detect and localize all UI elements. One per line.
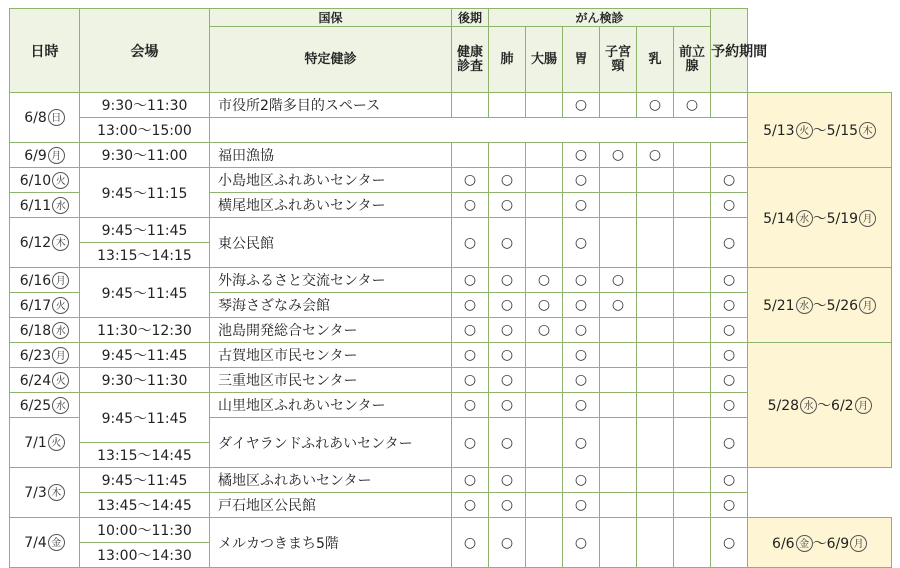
venue-cell: 市役所2階多目的スペース <box>210 93 452 118</box>
exam-mark: ○ <box>489 368 526 393</box>
weekday-badge: 水 <box>52 397 69 414</box>
exam-mark <box>674 318 711 343</box>
exam-mark <box>674 143 711 168</box>
date-cell <box>10 468 80 518</box>
weekday-badge: 月 <box>855 397 872 414</box>
exam-mark <box>526 393 563 418</box>
exam-mark <box>600 318 637 343</box>
exam-mark <box>452 93 489 118</box>
exam-mark <box>637 168 674 193</box>
date-cell <box>10 343 80 368</box>
date-cell <box>10 193 80 218</box>
exam-mark <box>637 218 674 268</box>
time-cell: 9:45～11:15 <box>80 168 210 218</box>
exam-mark: ○ <box>563 418 600 468</box>
weekday-badge: 水 <box>796 210 813 227</box>
exam-mark <box>600 418 637 468</box>
exam-mark <box>600 368 637 393</box>
exam-mark <box>452 143 489 168</box>
exam-mark <box>600 93 637 118</box>
exam-mark <box>526 93 563 118</box>
exam-mark <box>674 218 711 268</box>
header-reservation: 予約期間 <box>711 9 748 93</box>
date-cell <box>10 218 80 268</box>
time-cell: 13:00～14:30 <box>80 543 210 568</box>
reservation-period-cell <box>748 93 892 168</box>
exam-mark: ○ <box>637 143 674 168</box>
header-shikyu: 子宮頸 <box>600 27 637 93</box>
table-row <box>10 518 892 543</box>
exam-mark: ○ <box>711 193 748 218</box>
exam-mark: ○ <box>711 493 748 518</box>
weekday-badge: 木 <box>52 234 69 251</box>
exam-mark <box>674 343 711 368</box>
date-text: 7/1 <box>24 435 47 451</box>
exam-mark: ○ <box>563 393 600 418</box>
exam-mark <box>637 493 674 518</box>
date-text: 6/23 <box>19 347 52 364</box>
exam-mark: ○ <box>600 293 637 318</box>
reservation-end: ～5/19 <box>812 210 859 227</box>
exam-mark: ○ <box>563 468 600 493</box>
time-cell: 11:30～12:30 <box>80 318 210 343</box>
exam-mark: ○ <box>563 318 600 343</box>
weekday-badge: 月 <box>48 147 65 164</box>
exam-mark: ○ <box>489 193 526 218</box>
time-cell: 9:45～11:45 <box>80 393 210 443</box>
exam-mark <box>674 368 711 393</box>
date-text: 6/25 <box>19 397 52 414</box>
weekday-badge: 月 <box>859 297 876 314</box>
weekday-badge: 火 <box>52 172 69 189</box>
reservation-period-cell <box>748 268 892 343</box>
exam-mark <box>526 193 563 218</box>
venue-cell: 山里地区ふれあいセンター <box>210 393 452 418</box>
exam-mark <box>674 393 711 418</box>
exam-mark: ○ <box>637 93 674 118</box>
date-text: 6/18 <box>19 322 52 339</box>
exam-mark: ○ <box>452 218 489 268</box>
exam-mark: ○ <box>452 468 489 493</box>
exam-mark <box>526 418 563 468</box>
exam-mark <box>674 518 711 568</box>
time-cell: 9:45～11:45 <box>80 218 210 243</box>
date-text: 6/10 <box>19 172 52 189</box>
exam-mark: ○ <box>563 268 600 293</box>
exam-mark <box>674 493 711 518</box>
exam-mark: ○ <box>674 93 711 118</box>
exam-mark <box>526 143 563 168</box>
weekday-badge: 水 <box>796 297 813 314</box>
header-nyuu: 乳 <box>637 27 674 93</box>
exam-mark <box>600 218 637 268</box>
exam-mark <box>600 168 637 193</box>
exam-mark: ○ <box>526 318 563 343</box>
time-cell: 13:00～15:00 <box>80 118 210 143</box>
date-cell <box>10 518 80 568</box>
exam-mark: ○ <box>563 93 600 118</box>
exam-mark <box>526 368 563 393</box>
date-cell <box>10 418 80 468</box>
exam-mark: ○ <box>563 368 600 393</box>
exam-mark <box>637 368 674 393</box>
date-cell <box>10 268 80 293</box>
date-cell <box>10 393 80 418</box>
exam-mark: ○ <box>711 343 748 368</box>
reservation-start: 6/6 <box>772 535 795 552</box>
header-group-kokuho: 国保 <box>210 9 452 27</box>
header-hai: 肺 <box>489 27 526 93</box>
date-cell <box>10 168 80 193</box>
venue-cell: 三重地区市民センター <box>210 368 452 393</box>
header-group-cancer: がん検診 <box>489 9 711 27</box>
exam-mark: ○ <box>452 518 489 568</box>
exam-mark: ○ <box>489 518 526 568</box>
exam-mark: ○ <box>452 393 489 418</box>
weekday-badge: 金 <box>48 534 65 551</box>
exam-mark: ○ <box>489 343 526 368</box>
exam-mark <box>489 93 526 118</box>
time-cell: 9:30～11:30 <box>80 93 210 118</box>
weekday-badge: 月 <box>52 347 69 364</box>
reservation-end: ～6/2 <box>817 398 854 414</box>
exam-mark <box>637 293 674 318</box>
exam-mark: ○ <box>711 468 748 493</box>
date-cell <box>10 368 80 393</box>
reservation-period-cell <box>748 343 892 468</box>
exam-mark <box>674 468 711 493</box>
time-cell: 13:45～14:45 <box>80 493 210 518</box>
weekday-badge: 火 <box>48 434 65 451</box>
reservation-start: 5/14 <box>763 210 795 227</box>
exam-mark <box>674 418 711 468</box>
table-row <box>10 468 892 493</box>
exam-mark <box>526 518 563 568</box>
exam-mark <box>711 143 748 168</box>
date-text: 6/9 <box>24 147 47 164</box>
exam-mark: ○ <box>452 168 489 193</box>
date-text: 7/4 <box>24 535 47 551</box>
exam-mark <box>526 493 563 518</box>
venue-cell: 古賀地区市民センター <box>210 343 452 368</box>
exam-mark: ○ <box>452 368 489 393</box>
exam-mark: ○ <box>452 193 489 218</box>
table-row <box>10 268 892 293</box>
time-cell: 9:30～11:30 <box>80 368 210 393</box>
date-cell <box>10 293 80 318</box>
time-cell: 13:15～14:45 <box>80 443 210 468</box>
date-text: 6/11 <box>19 197 52 214</box>
exam-mark: ○ <box>526 293 563 318</box>
date-text: 6/24 <box>19 372 52 389</box>
date-cell <box>10 318 80 343</box>
time-cell: 10:00～11:30 <box>80 518 210 543</box>
header-zenritsusen: 前立腺 <box>674 27 711 93</box>
exam-mark <box>711 93 748 118</box>
exam-mark <box>526 468 563 493</box>
weekday-badge: 火 <box>796 122 813 139</box>
exam-mark: ○ <box>563 343 600 368</box>
exam-mark: ○ <box>563 293 600 318</box>
venue-cell: 橘地区ふれあいセンター <box>210 468 452 493</box>
date-cell <box>10 143 80 168</box>
header-i: 胃 <box>563 27 600 93</box>
exam-mark <box>637 393 674 418</box>
weekday-badge: 水 <box>52 197 69 214</box>
exam-mark: ○ <box>711 218 748 268</box>
reservation-end: ～5/15 <box>812 123 859 139</box>
exam-mark <box>637 268 674 293</box>
exam-mark: ○ <box>489 493 526 518</box>
date-text: 6/8 <box>24 110 47 126</box>
exam-mark: ○ <box>452 343 489 368</box>
exam-mark <box>637 418 674 468</box>
date-text: 6/16 <box>19 272 52 289</box>
weekday-badge: 日 <box>48 109 65 126</box>
exam-mark <box>674 193 711 218</box>
weekday-badge: 木 <box>859 122 876 139</box>
time-cell: 9:30～11:00 <box>80 143 210 168</box>
weekday-badge: 水 <box>52 322 69 339</box>
reservation-period-cell <box>748 168 892 268</box>
weekday-badge: 木 <box>48 484 65 501</box>
exam-mark: ○ <box>489 293 526 318</box>
screening-schedule-table <box>9 8 892 568</box>
exam-mark <box>526 218 563 268</box>
venue-cell: 池島開発総合センター <box>210 318 452 343</box>
exam-mark: ○ <box>489 268 526 293</box>
exam-mark: ○ <box>489 168 526 193</box>
table-row <box>10 493 892 518</box>
date-text: 7/3 <box>24 485 47 501</box>
header-tokutei: 特定健診 <box>210 27 452 93</box>
exam-mark: ○ <box>711 393 748 418</box>
exam-mark <box>637 518 674 568</box>
table-row <box>10 343 892 368</box>
header-date: 日時 <box>10 9 80 93</box>
exam-mark: ○ <box>711 518 748 568</box>
weekday-badge: 水 <box>800 397 817 414</box>
time-cell: 9:45～11:45 <box>80 268 210 318</box>
exam-mark: ○ <box>600 143 637 168</box>
weekday-badge: 金 <box>796 535 813 552</box>
weekday-badge: 月 <box>859 210 876 227</box>
exam-mark <box>489 143 526 168</box>
exam-mark: ○ <box>489 218 526 268</box>
weekday-badge: 火 <box>52 372 69 389</box>
exam-mark: ○ <box>452 293 489 318</box>
exam-mark <box>637 343 674 368</box>
date-text: 6/17 <box>19 297 52 314</box>
exam-mark: ○ <box>563 193 600 218</box>
exam-mark <box>674 268 711 293</box>
exam-mark <box>674 168 711 193</box>
time-cell: 13:15～14:15 <box>80 243 210 268</box>
exam-mark <box>600 518 637 568</box>
exam-mark <box>637 318 674 343</box>
exam-mark: ○ <box>711 268 748 293</box>
venue-cell: 横尾地区ふれあいセンター <box>210 193 452 218</box>
exam-mark: ○ <box>452 268 489 293</box>
exam-mark: ○ <box>711 168 748 193</box>
weekday-badge: 月 <box>850 535 867 552</box>
reservation-start: 5/28 <box>767 398 800 414</box>
exam-mark: ○ <box>563 168 600 193</box>
exam-mark <box>600 468 637 493</box>
venue-cell: ダイヤランドふれあいセンター <box>210 418 452 468</box>
exam-mark: ○ <box>600 268 637 293</box>
exam-mark: ○ <box>711 318 748 343</box>
exam-mark: ○ <box>452 418 489 468</box>
reservation-start: 5/13 <box>763 123 795 139</box>
exam-mark <box>600 393 637 418</box>
exam-mark <box>600 493 637 518</box>
header-group-kouki: 後期 <box>452 9 489 27</box>
exam-mark <box>637 193 674 218</box>
weekday-badge: 火 <box>52 297 69 314</box>
header-venue: 会場 <box>80 9 210 93</box>
venue-cell: メルカつきまち5階 <box>210 518 452 568</box>
exam-mark: ○ <box>711 293 748 318</box>
exam-mark: ○ <box>711 368 748 393</box>
exam-mark: ○ <box>489 468 526 493</box>
exam-mark: ○ <box>563 218 600 268</box>
venue-cell: 小島地区ふれあいセンター <box>210 168 452 193</box>
reservation-start: 5/21 <box>763 298 795 314</box>
time-cell: 9:45～11:45 <box>80 343 210 368</box>
header-kenkou: 健康診査 <box>452 27 489 93</box>
schedule-body <box>10 93 892 568</box>
table-row <box>10 93 892 118</box>
date-cell <box>10 93 80 143</box>
exam-mark: ○ <box>452 318 489 343</box>
header-daichou: 大腸 <box>526 27 563 93</box>
table-row <box>10 168 892 193</box>
date-text: 6/12 <box>19 235 52 251</box>
exam-mark <box>600 193 637 218</box>
exam-mark: ○ <box>489 318 526 343</box>
reservation-end: ～5/26 <box>812 298 859 314</box>
venue-cell: 戸石地区公民館 <box>210 493 452 518</box>
reservation-end: ～6/9 <box>812 535 850 552</box>
exam-mark: ○ <box>452 493 489 518</box>
exam-mark: ○ <box>489 393 526 418</box>
reservation-period-cell <box>748 518 892 568</box>
exam-mark <box>526 168 563 193</box>
exam-mark <box>674 293 711 318</box>
weekday-badge: 月 <box>52 272 69 289</box>
exam-mark <box>526 343 563 368</box>
venue-cell: 福田漁協 <box>210 143 452 168</box>
venue-cell: 琴海さざなみ会館 <box>210 293 452 318</box>
exam-mark <box>600 343 637 368</box>
venue-cell: 東公民館 <box>210 218 452 268</box>
time-cell: 9:45～11:45 <box>80 468 210 493</box>
exam-mark: ○ <box>563 493 600 518</box>
exam-mark: ○ <box>563 143 600 168</box>
venue-cell: 外海ふるさと交流センター <box>210 268 452 293</box>
exam-mark: ○ <box>489 418 526 468</box>
exam-mark: ○ <box>526 268 563 293</box>
exam-mark: ○ <box>563 518 600 568</box>
exam-mark <box>637 468 674 493</box>
exam-mark: ○ <box>711 418 748 468</box>
